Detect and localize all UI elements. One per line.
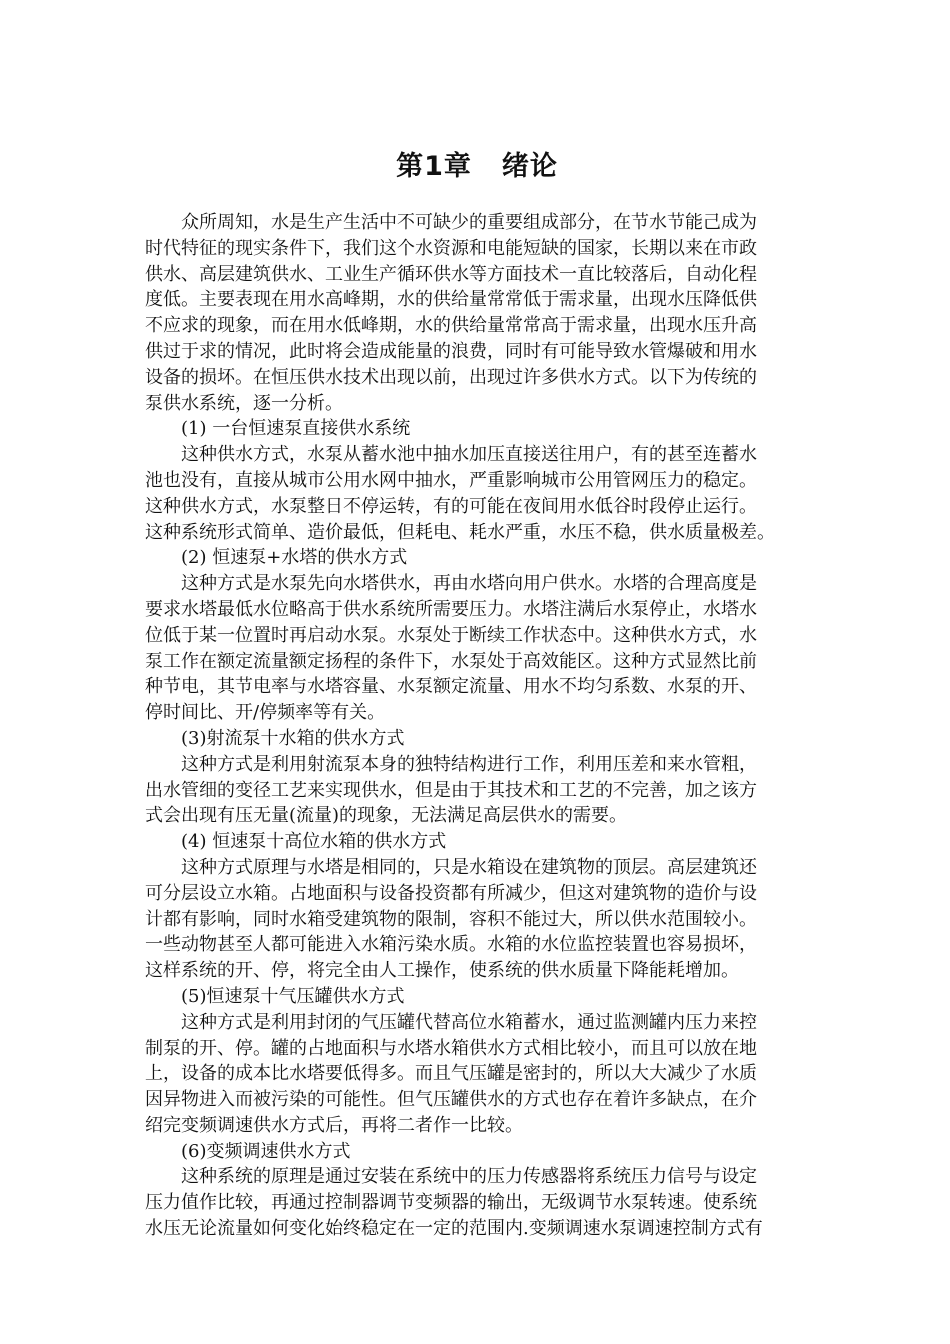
text-line: 要求水塔最低水位略高于供水系统所需要压力。水塔注满后水泵停止，水塔水	[145, 598, 757, 620]
section-3	[145, 726, 809, 829]
text-line: 位低于某一位置时再启动水泵。水泵处于断续工作状态中。这种供水方式，水	[145, 624, 757, 646]
text-line: 这种系统的原理是通过安装在系统中的压力传感器将系统压力信号与设定	[181, 1166, 757, 1188]
text-line: 式会出现有压无量(流量)的现象，无法满足高层供水的需要。	[145, 805, 628, 827]
text-line: 一些动物甚至人都可能进入水箱污染水质。水箱的水位监控装置也容易损坏，	[145, 934, 757, 956]
text-line: 这种方式原理与水塔是相同的，只是水箱设在建筑物的顶层。高层建筑还	[181, 856, 757, 878]
section-4	[145, 829, 809, 984]
text-line: 这种供水方式，水泵从蓄水池中抽水加压直接送往用户，有的甚至连蓄水	[181, 444, 757, 466]
text-line: 出水管细的变径工艺来实现供水，但是由于其技术和工艺的不完善，加之该方	[145, 779, 757, 801]
text-line: 绍完变频调速供水方式后，再将二者作一比较。	[145, 1114, 523, 1136]
text-line: 供过于求的情况，此时将会造成能量的浪费，同时有可能导致水管爆破和用水	[145, 340, 757, 362]
section-1	[145, 416, 809, 545]
text-line: 时代特征的现实条件下，我们这个水资源和电能短缺的国家，长期以来在市政	[145, 237, 757, 259]
section-5	[145, 984, 809, 1139]
text-line: 这种系统形式简单、造价最低，但耗电、耗水严重，水压不稳，供水质量极差。	[145, 521, 775, 543]
intro-paragraph	[145, 210, 809, 416]
text-line: 停时间比、开/停频率等有关。	[145, 702, 386, 724]
text-line: 这种供水方式，水泵整日不停运转，有的可能在夜间用水低谷时段停止运行。	[145, 495, 757, 517]
text-line: 池也没有，直接从城市公用水网中抽水，严重影响城市公用管网压力的稳定。	[145, 469, 757, 491]
text-line: 设备的损坏。在恒压供水技术出现以前，出现过许多供水方式。以下为传统的	[145, 366, 757, 388]
section-heading: (3)射流泵十水箱的供水方式	[181, 727, 405, 749]
text-line: 水压无论流量如何变化始终稳定在一定的范围内.变频调速水泵调速控制方式有	[145, 1218, 763, 1240]
text-line: 种节电，其节电率与水塔容量、水泵额定流量、用水不均匀系数、水泵的开、	[145, 676, 757, 698]
chapter-name: 绪论	[501, 151, 558, 182]
section-2	[145, 545, 809, 726]
section-heading: (1) 一台恒速泵直接供水系统	[181, 418, 411, 440]
section-heading: (2) 恒速泵+水塔的供水方式	[181, 547, 408, 569]
section-heading: (4) 恒速泵十高位水箱的供水方式	[181, 831, 447, 853]
text-line: 计都有影响，同时水箱受建筑物的限制，容积不能过大，所以供水范围较小。	[145, 908, 757, 930]
text-line: 因异物进入而被污染的可能性。但气压罐供水的方式也存在着许多缺点，在介	[145, 1089, 757, 1111]
text-line: 压力值作比较，再通过控制器调节变频器的输出，无级调节水泵转速。使系统	[145, 1192, 757, 1214]
chapter-number: 第1章	[396, 151, 472, 182]
body-text	[145, 210, 809, 1242]
text-line: 这样系统的开、停，将完全由人工操作，使系统的供水质量下降能耗增加。	[145, 960, 739, 982]
text-line: 众所周知，水是生产生活中不可缺少的重要组成部分，在节水节能己成为	[181, 212, 757, 233]
text-line: 这种方式是利用射流泵本身的独特结构进行工作，利用压差和来水管粗，	[181, 753, 757, 775]
text-line: 这种方式是水泵先向水塔供水，再由水塔向用户供水。水塔的合理高度是	[181, 573, 757, 595]
text-line: 制泵的开、停。罐的占地面积与水塔水箱供水方式相比较小，而且可以放在地	[145, 1037, 757, 1059]
text-line: 这种方式是利用封闭的气压罐代替高位水箱蓄水，通过监测罐内压力来控	[181, 1011, 757, 1033]
text-line: 可分层设立水箱。占地面积与设备投资都有所减少，但这对建筑物的造价与设	[145, 882, 757, 904]
section-6	[145, 1139, 809, 1242]
text-line: 泵工作在额定流量额定扬程的条件下，水泵处于高效能区。这种方式显然比前	[145, 650, 757, 672]
text-line: 供水、高层建筑供水、工业生产循环供水等方面技术一直比较落后，自动化程	[145, 263, 757, 285]
text-line: 泵供水系统，逐一分析。	[145, 392, 343, 414]
text-line: 上，设备的成本比水塔要低得多。而且气压罐是密封的，所以大大减少了水质	[145, 1063, 757, 1085]
text-line: 不应求的现象，而在用水低峰期，水的供给量常常高于需求量，出现水压升高	[145, 315, 757, 337]
chapter-title	[145, 142, 809, 192]
section-heading: (6)变频调速供水方式	[181, 1140, 351, 1162]
section-heading: (5)恒速泵十气压罐供水方式	[181, 985, 405, 1007]
document-page	[145, 142, 809, 1242]
text-line: 度低。主要表现在用水高峰期，水的供给量常常低于需求量，出现水压降低供	[145, 289, 757, 311]
